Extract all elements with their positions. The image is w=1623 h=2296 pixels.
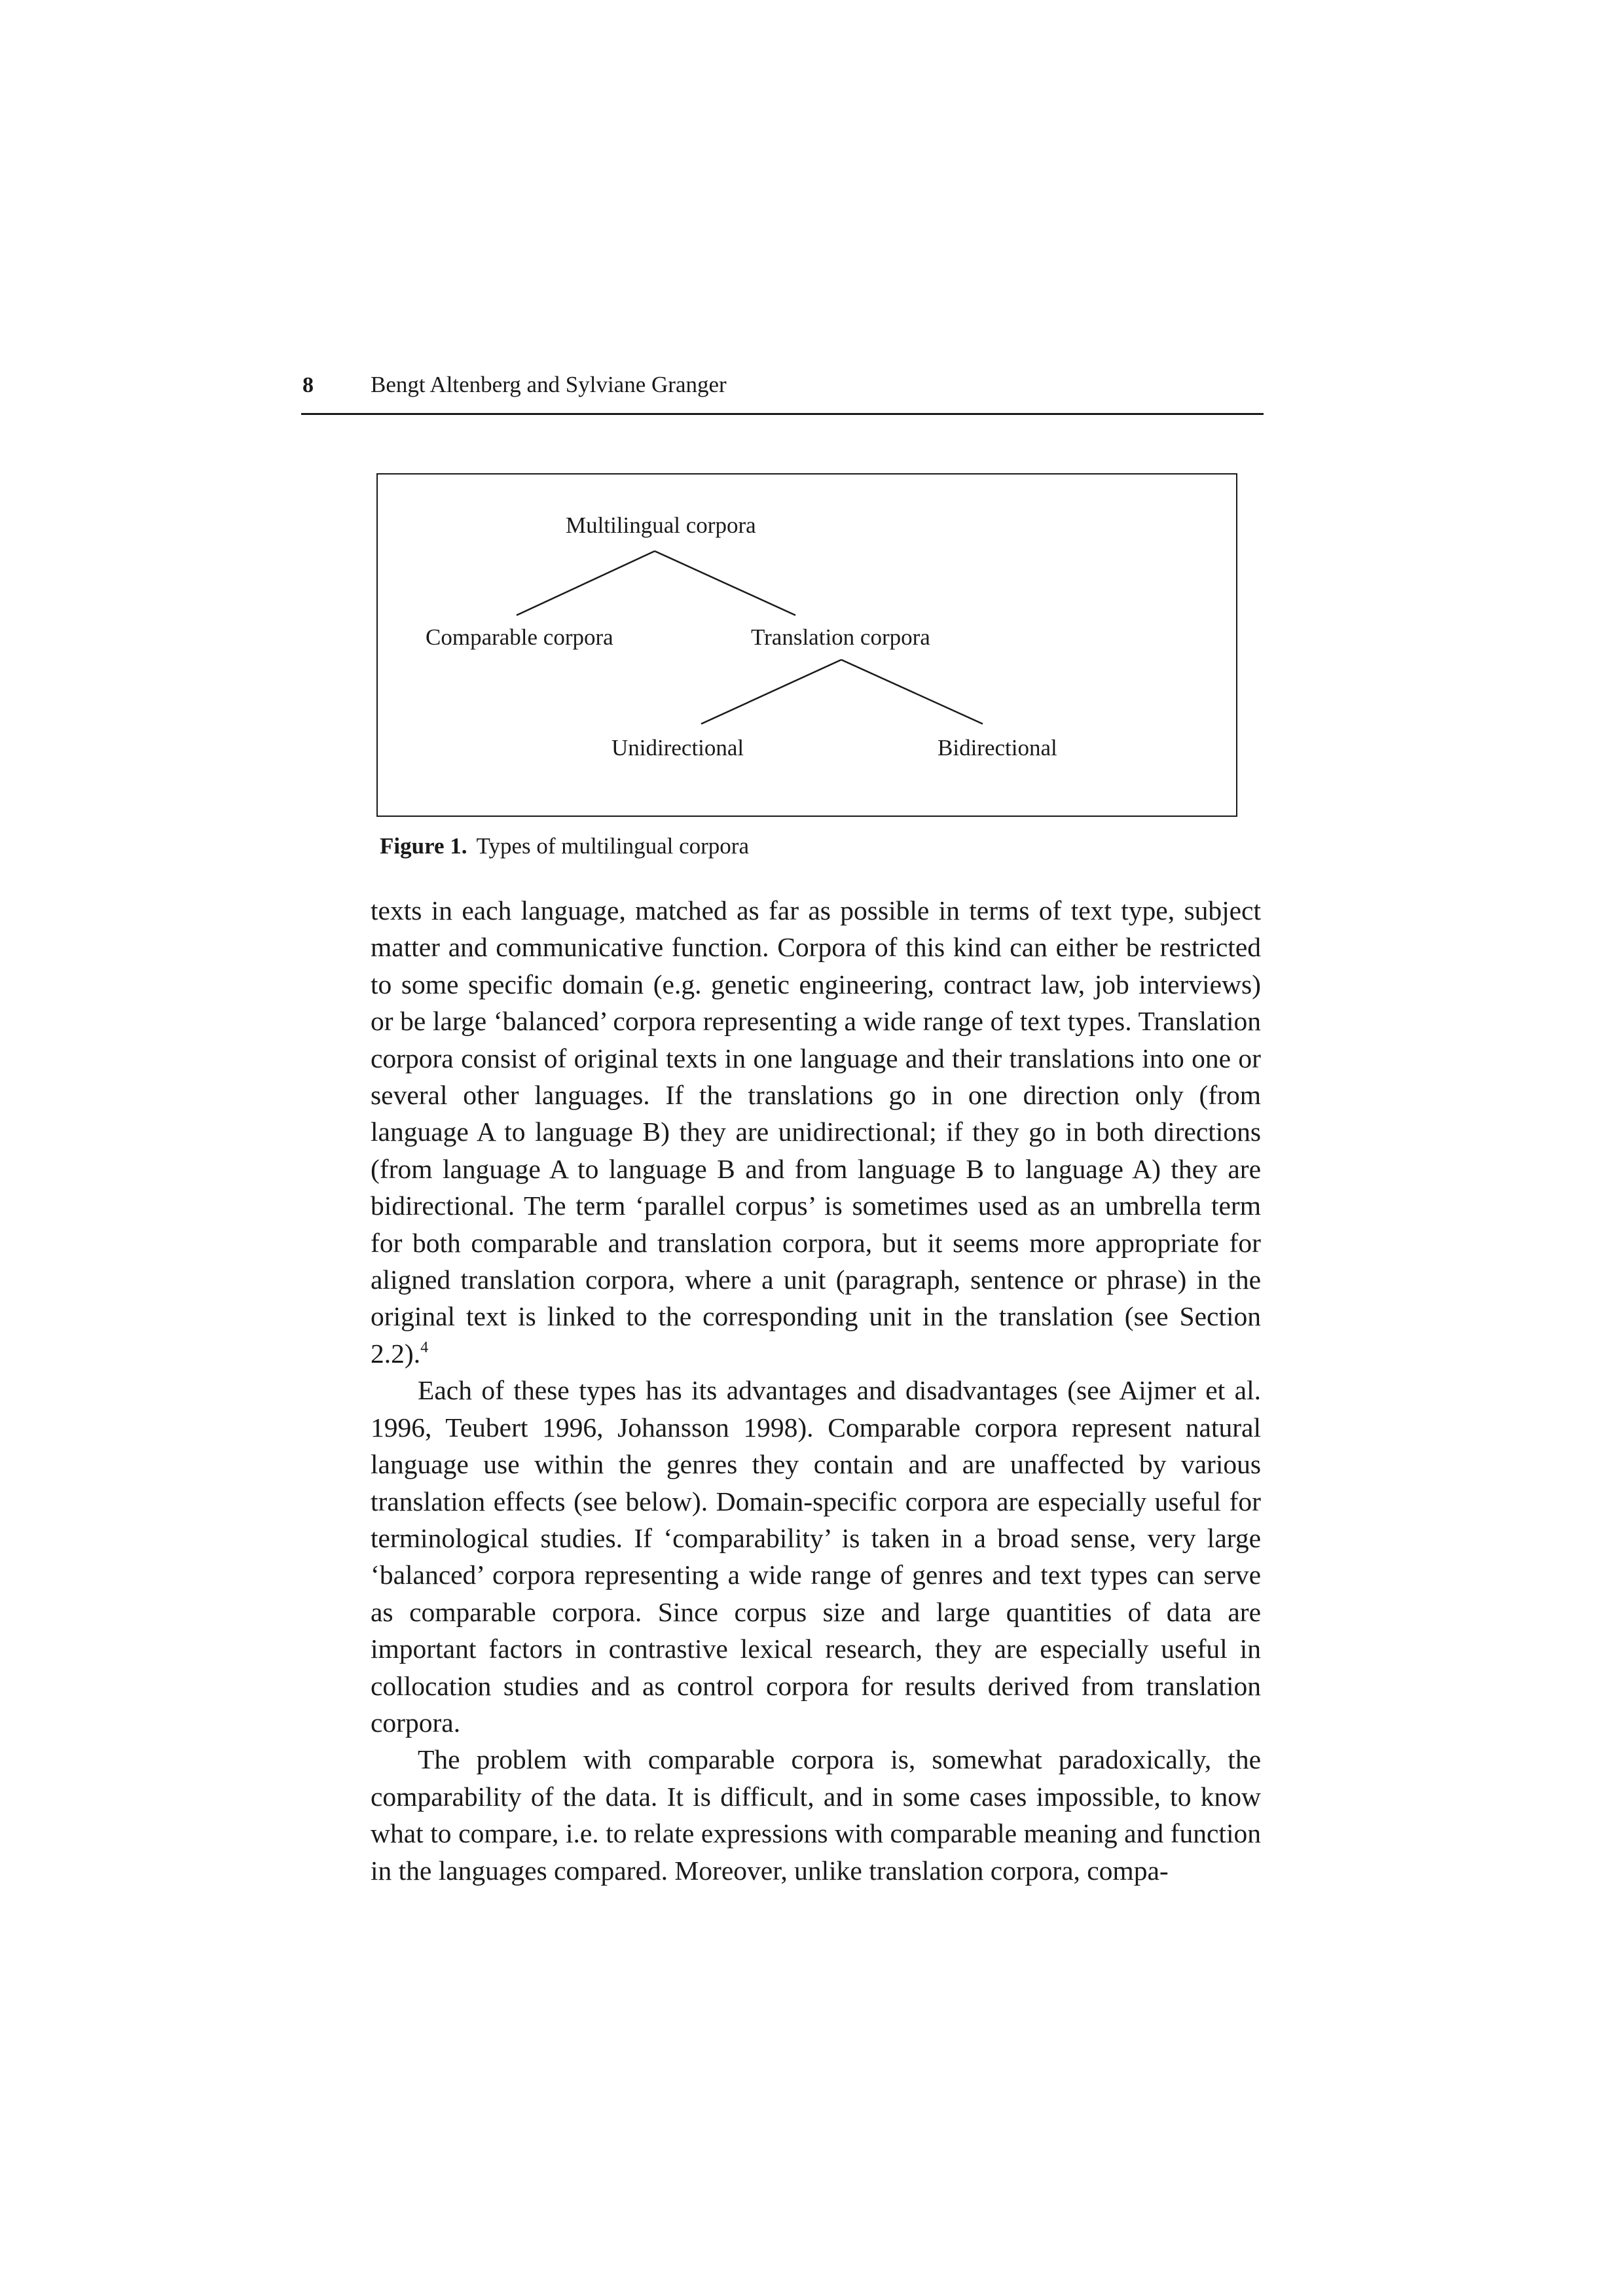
footnote-marker: 4 [420, 1338, 429, 1356]
page-number: 8 [302, 373, 314, 397]
node-unidirectional: Unidirectional [611, 735, 744, 761]
node-translation-corpora: Translation corpora [751, 624, 930, 650]
header-rule [301, 413, 1264, 415]
running-head: Bengt Altenberg and Sylviane Granger [371, 372, 727, 397]
paragraph-1 [371, 892, 1261, 1372]
edge-translation-unidirectional [701, 660, 841, 724]
body-text [371, 892, 1261, 1889]
edge-translation-bidirectional [841, 660, 983, 724]
paragraph-2: Each of these types has its advantages and disadvantages (see Aijmer et al. 1996, Teubert 1996, Johansson 1998). Comparable corpora represent natural language use within the genres they contain and are unaffected by various translation effects (see below). Domain-specific corpora are especially useful for terminological studies. If ‘comparability’ is taken in a broad sense, very large ‘balanced’ corpora representing a wide range of genres and text types can serve as comparable corpora. Since corpus size and large quantities of data are important factors in contrastive lexical research, they are especially useful in collocation studies and as control corpora for results derived from translation corpora. [371, 1375, 1261, 1738]
paragraph-3: The problem with comparable corpora is, somewhat paradoxically, the comparability of the data. It is difficult, and in some cases impossible, to know what to compare, i.e. to relate expressions with comparable meaning and function in the languages compared. Moreover, unlike translation corpora, compa- [371, 1744, 1261, 1886]
figure-diagram [376, 473, 1237, 817]
node-multilingual-corpora: Multilingual corpora [566, 512, 756, 538]
edge-root-comparable [517, 551, 655, 615]
edge-root-translation [655, 551, 795, 615]
figure-caption-text: Types of multilingual corpora [476, 833, 749, 859]
paragraph-1-text: texts in each language, matched as far as possible in terms of text type, subject matter and communicative function. Corpora of this kind can either be restricted to some specific domain (e.g. genetic engineering, contract law, job interviews) or be large ‘balanced’ corpora representing a wide range of text types. Translation corpora consist of original texts in one language and their translations into one or several other languages. If the translations go in one direction only (from language A to language B) they are unidirectional; if they go in both directions (from language A to language B and from language B to language A) they are bidirectional. The term ‘parallel corpus’ is sometimes used as an umbrella term for both comparable and translation corpora, but it seems more appropriate for aligned translation corpora, where a unit (paragraph, sentence or phrase) in the original text is linked to the corresponding unit in the translation (see Section 2.2). [371, 895, 1261, 1369]
node-comparable-corpora: Comparable corpora [426, 624, 613, 650]
node-bidirectional: Bidirectional [938, 735, 1057, 761]
figure-caption [380, 834, 749, 857]
figure-caption-label: Figure 1. [380, 833, 467, 859]
